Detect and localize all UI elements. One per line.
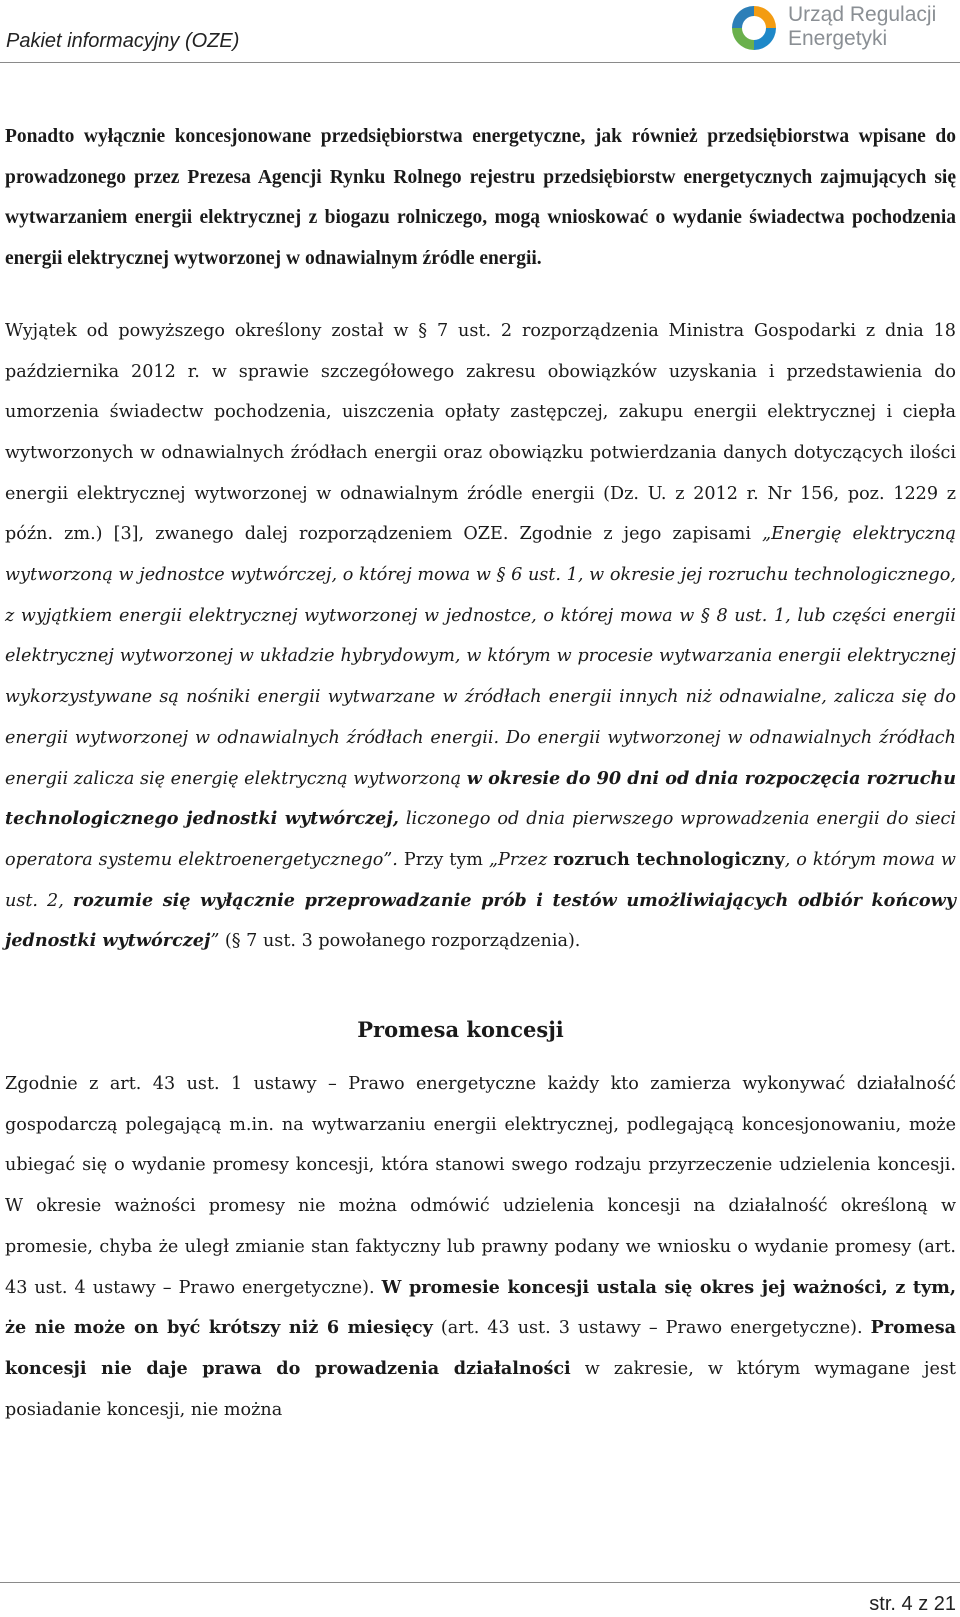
page-number: str. 4 z 21: [869, 1593, 956, 1615]
logo-line-1: Urząd Regulacji: [788, 3, 937, 26]
bold-quote-segment: rozumie się wyłącznie przeprowadzanie prób i testów umożliwiających odbiór końcowy jednostki wytwórczej: [5, 889, 956, 952]
bold-quote-segment: w okresie do 90 dni od dnia rozpoczęcia rozruchu technologicznego jednostki wytwórczej,: [5, 767, 957, 830]
logo-text: [788, 3, 936, 51]
quote-segment: „Energię elektryczną wytworzoną w jednostce wytwórczej, o której mowa w § 6 ust. 1, w okresie jej rozruchu technologicznego, z wyjątkiem energii elektrycznej wytworzonej w jednostce, o której mowa w § 8 ust. 1, lub części energii elektrycznej wytworzonej w układzie hybrydowym, w którym w procesie wytwarzania energii elektrycznej wykorzystywane są nośniki energii wytwarzane w źródłach energii innych niż odnawialne, zalicza się do energii wytworzonej w odnawialnych źródłach energii. Do energii wytworzonej w odnawialnych źródłach energii zalicza się energię elektryczną wytworzoną: [5, 524, 956, 789]
page-footer: [0, 1582, 960, 1615]
paragraph-promesa: [5, 1064, 956, 1430]
quote-segment: liczonego od dnia pierwszego wprowadzenia energii do sieci operatora systemu elektroenergetycznego”.: [5, 809, 956, 870]
ure-logo: [728, 2, 958, 56]
text-segment: (art. 43 ust. 3 ustawy – Prawo energetyczne).: [432, 1318, 871, 1339]
section-title: Promesa koncesji: [357, 1017, 564, 1043]
bold-segment: Promesa koncesji nie daje prawa do prowadzenia działalności: [5, 1317, 957, 1379]
paragraph-exception: [5, 311, 956, 962]
document-title: Pakiet informacyjny (OZE): [6, 30, 240, 52]
text-segment: Przy tym: [397, 849, 489, 870]
bold-term: rozruch technologiczny: [553, 848, 785, 870]
text-segment: Zgodnie z art. 43 ust. 1 ustawy – Prawo energetyczne każdy kto zamierza wykonywać działalność gospodarczą polegającą m.in. na wytwarzaniu energii elektrycznej, podlegającą koncesjonowaniu, może ubiegać się o wydanie promesy koncesji, która stanowi swego rodzaju przyrzeczenie udzielenia koncesji. W okresie ważności promesy nie można odmówić udzielenia koncesji na działalność określoną w promesie, chyba że uległ zmianie stan faktyczny lub prawny podany we wniosku o wydanie promesy (art. 43 ust. 4 ustawy – Prawo energetyczne).: [5, 1074, 956, 1298]
page-header: [0, 0, 960, 63]
quote-segment: ”: [210, 931, 220, 952]
text-segment: Wyjątek od powyższego określony został w § 7 ust. 2 rozporządzenia Ministra Gospodarki z dnia 18 października 2012 r. w sprawie szczegółowego zakresu obowiązków uzyskania i przedstawienia do umorzenia świadectw pochodzenia, uiszczenia opłaty zastępczej, zakupu energii elektrycznej i ciepła wytworzonych w odnawialnych źródłach energii oraz obowiązku potwierdzania danych dotyczących ilości energii elektrycznej wytworzonej w odnawialnym źródle energii (Dz. U. z 2012 r. Nr 156, poz. 1229 z późn. zm.) [3], zwanego dalej rozporządzeniem OZE. Zgodnie z jego zapisami: [5, 320, 956, 545]
ure-logo-icon: [728, 2, 780, 54]
quote-segment: , o którym mowa w ust. 2,: [5, 849, 956, 911]
paragraph-certificates: Ponadto wyłącznie koncesjonowane przedsiębiorstwa energetyczne, jak również przedsiębiorstwa wpisane do prowadzonego przez Prezesa Agencji Rynku Rolnego rejestru przedsiębiorstw energetycznych zajmujących się wytwarzaniem energii elektrycznej z biogazu rolniczego, mogą wnioskować o wydanie świadectwa pochodzenia energii elektrycznej wytworzonej w odnawialnym źródle energii.: [5, 126, 956, 270]
logo-line-2: Energetyki: [788, 27, 888, 50]
bold-segment: W promesie koncesji ustala się okres jej ważności, z tym, że nie może on być krótszy niż 6 miesięcy: [5, 1276, 956, 1339]
quote-segment: „Przez: [488, 849, 554, 870]
text-segment: w zakresie, w którym wymagane jest posiadanie koncesji, nie można: [5, 1358, 956, 1420]
document-body: [5, 117, 956, 1430]
text-segment: (§ 7 ust. 3 powołanego rozporządzenia).: [219, 931, 581, 952]
